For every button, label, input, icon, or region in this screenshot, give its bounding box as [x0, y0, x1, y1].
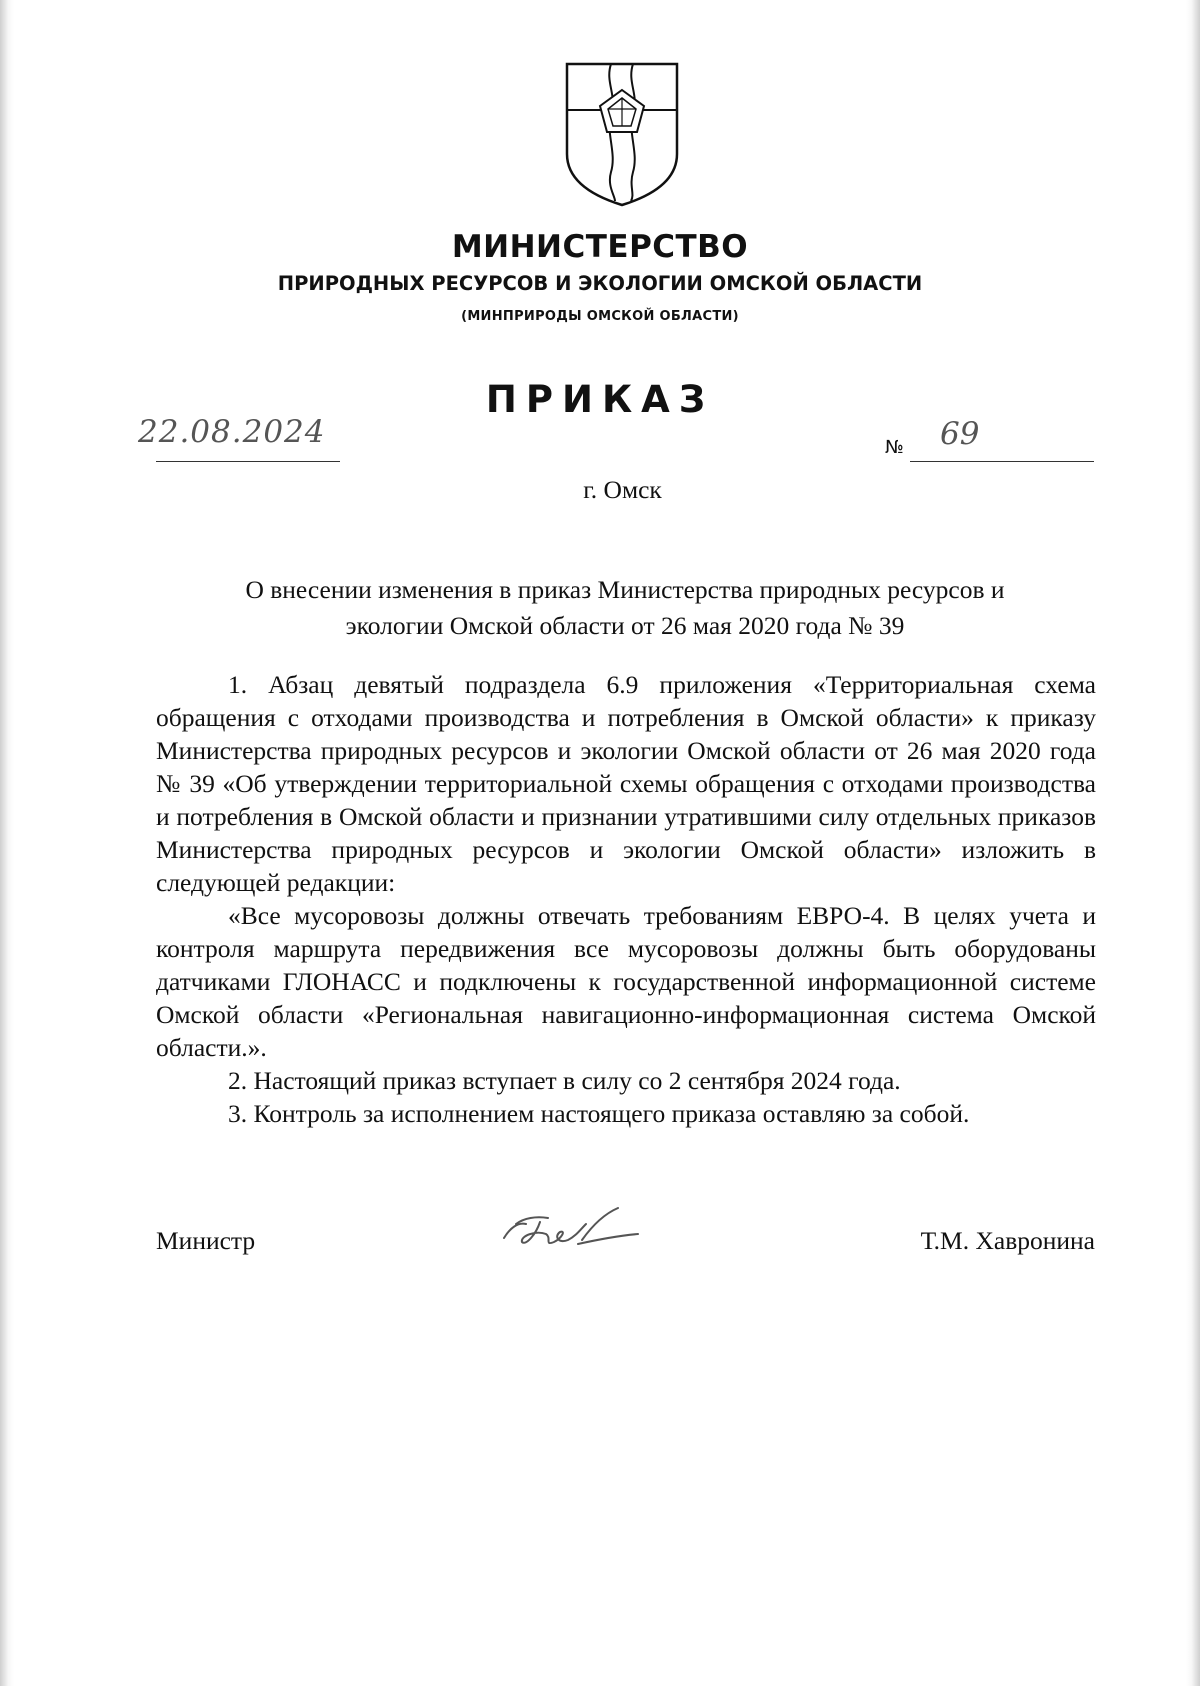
subject-line-2: экологии Омской области от 26 мая 2020 года № 39	[345, 611, 905, 640]
paragraph-2: 2. Настоящий приказ вступает в силу со 2 сентября 2024 года.	[228, 1066, 901, 1095]
number-underline	[910, 461, 1094, 462]
paragraph-1: 1. Абзац девятый подраздела 6.9 приложения «Территориальная схема обращения с отходами производства и потребления в Омской области» к приказу Министерства природных ресурсов и экологии Омской области от 26 мая 2020 года № 39 «Об утверждении территориальной схемы обращения с отходами производства и потребления в Омской области и признании утратившими силу отдельных приказов Министерства природных ресурсов и экологии Омской области» изложить в следующей редакции:	[156, 670, 1096, 897]
document-number: 69	[940, 416, 980, 452]
city: г. Омск	[583, 475, 662, 504]
document-date: 22.08.2024	[138, 414, 326, 450]
ministry-full-name: ПРИРОДНЫХ РЕСУРСОВ И ЭКОЛОГИИ ОМСКОЙ ОБЛАСТИ	[277, 272, 923, 295]
ministry-title: МИНИСТЕРСТВО	[451, 229, 749, 265]
signatory-name: Т.М. Хавронина	[920, 1226, 1095, 1255]
paragraph-quote: «Все мусоровозы должны отвечать требованиям ЕВРО-4. В целях учета и контроля маршрута передвижения все мусоровозы должны быть оборудованы датчиками ГЛОНАСС и подключены к государственной информационной системе Омской области «Региональная навигационно-информационная система Омской области.».	[156, 901, 1096, 1062]
subject-line-1: О внесении изменения в приказ Министерства природных ресурсов и	[245, 575, 1005, 604]
date-underline	[156, 461, 340, 462]
document-type: ПРИКАЗ	[485, 378, 715, 421]
handwritten-signature	[496, 1200, 646, 1256]
subject-heading	[155, 572, 1095, 644]
coat-of-arms-icon	[565, 62, 679, 208]
number-label: №	[885, 437, 904, 458]
document-body	[156, 668, 1096, 1130]
signatory-role: Министр	[156, 1226, 256, 1255]
ministry-short-name: (МИНПРИРОДЫ ОМСКОЙ ОБЛАСТИ)	[461, 309, 739, 324]
paragraph-3: 3. Контроль за исполнением настоящего приказа оставляю за собой.	[228, 1099, 970, 1128]
